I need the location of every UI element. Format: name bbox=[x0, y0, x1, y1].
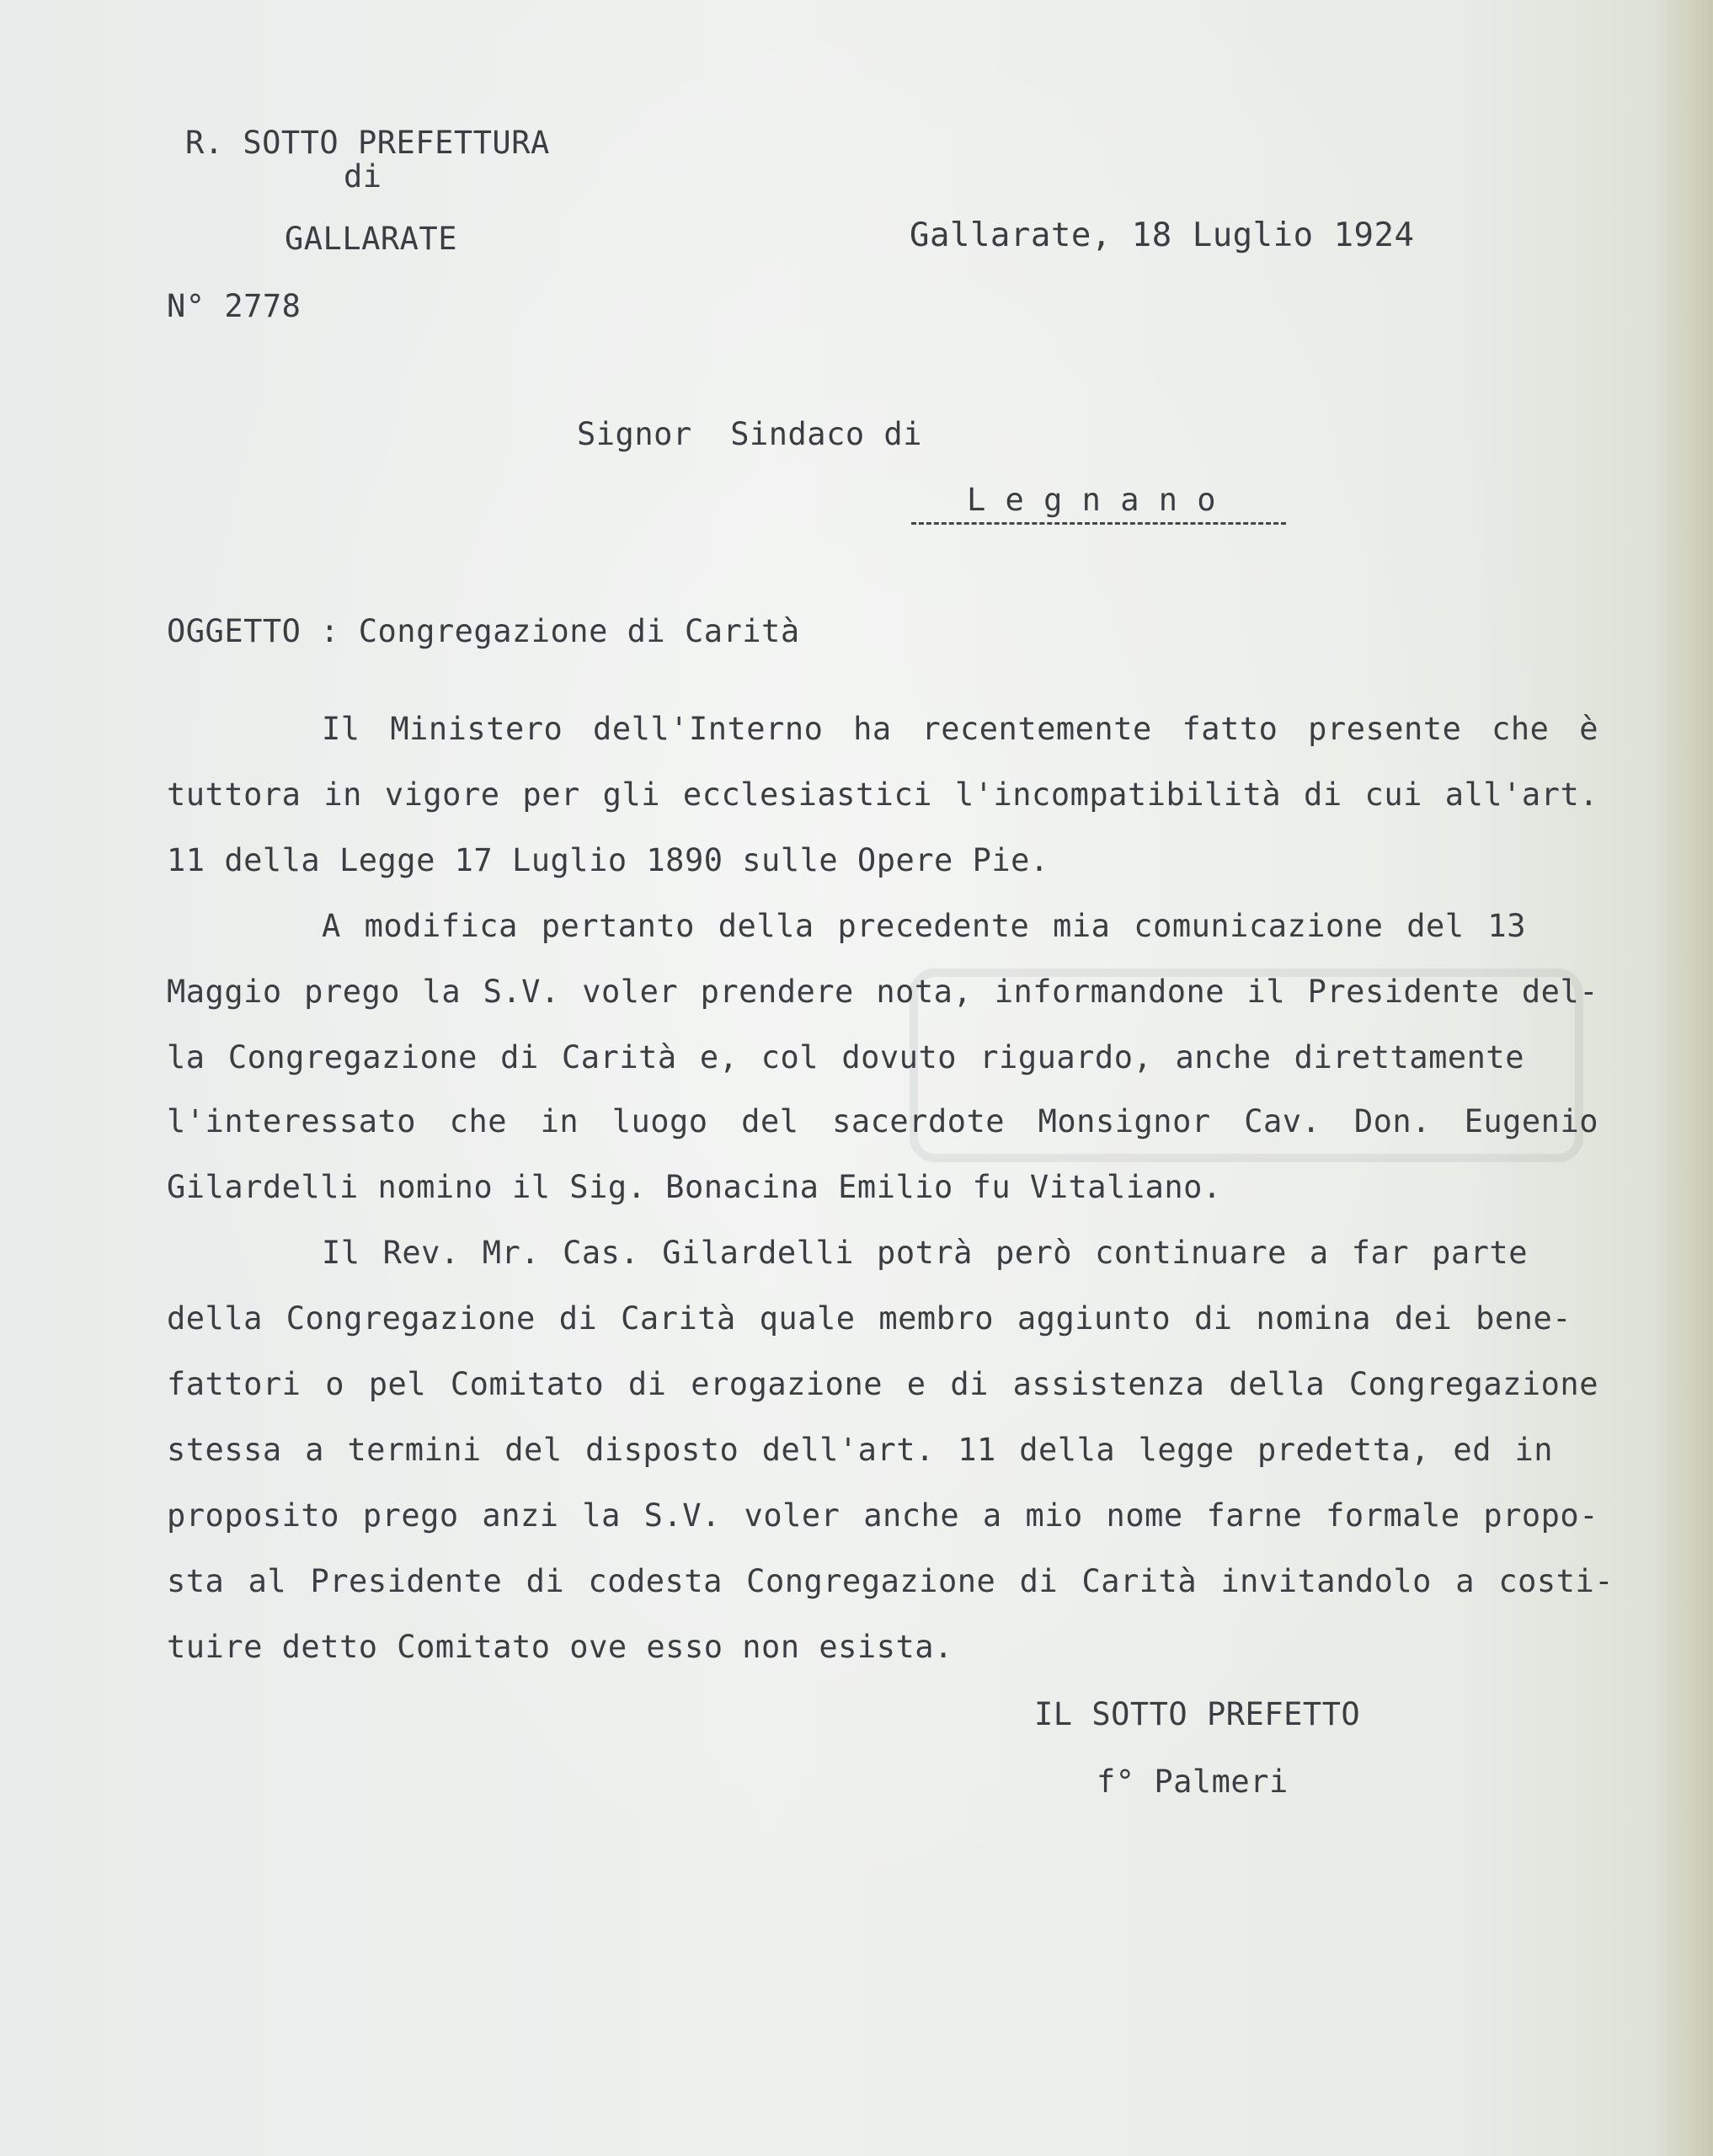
place-date: Gallarate, 18 Luglio 1924 bbox=[910, 216, 1415, 254]
signature-name: f° Palmeri bbox=[1097, 1764, 1289, 1800]
body-line: sta al Presidente di codesta Congregazione di Carità invitandolo a costi- bbox=[167, 1563, 1614, 1599]
addressee-city: L e g n a n o bbox=[967, 482, 1217, 518]
protocol-number: N° 2778 bbox=[167, 288, 302, 324]
body-line: Gilardelli nomino il Sig. Bonacina Emilio fu Vitaliano. bbox=[167, 1169, 1222, 1205]
body-line: Il Rev. Mr. Cas. Gilardelli potrà però continuare a far parte bbox=[322, 1235, 1528, 1271]
body-line: Maggio prego la S.V. voler prendere nota, informandone il Presidente del- bbox=[167, 974, 1598, 1010]
body-line: della Congregazione di Carità quale membro aggiunto di nomina dei bene- bbox=[167, 1300, 1572, 1337]
body-line: fattori o pel Comitato di erogazione e di assistenza della Congregazione bbox=[167, 1366, 1598, 1402]
body-line: la Congregazione di Carità e, col dovuto riguardo, anche direttamente bbox=[167, 1039, 1524, 1075]
body-line: Il Ministero dell'Interno ha recentemente fatto presente che è bbox=[322, 711, 1598, 747]
body-line: tuire detto Comitato ove esso non esista. bbox=[167, 1629, 953, 1665]
office-city: GALLARATE bbox=[285, 221, 457, 257]
signature-title: IL SOTTO PREFETTO bbox=[1034, 1696, 1361, 1732]
body-line: A modifica pertanto della precedente mia comunicazione del 13 bbox=[322, 908, 1526, 944]
addressee-underline bbox=[911, 522, 1286, 525]
body-line: l'interessato che in luogo del sacerdote Monsignor Cav. Don. Eugenio bbox=[167, 1103, 1598, 1139]
office-name-di: di bbox=[344, 158, 382, 195]
addressee-line1: Signor Sindaco di bbox=[577, 416, 922, 452]
paper-edge-wear bbox=[1654, 0, 1713, 2156]
body-line: tuttora in vigore per gli ecclesiastici l'incompatibilità di cui all'art. bbox=[167, 776, 1598, 813]
body-line: 11 della Legge 17 Luglio 1890 sulle Opere Pie. bbox=[167, 842, 1049, 878]
subject-line: OGGETTO : Congregazione di Carità bbox=[167, 613, 800, 649]
office-name: R. SOTTO PREFETTURA bbox=[185, 125, 550, 161]
body-line: stessa a termini del disposto dell'art. 11 della legge predetta, ed in bbox=[167, 1432, 1553, 1468]
body-line: proposito prego anzi la S.V. voler anche a mio nome farne formale propo- bbox=[167, 1497, 1598, 1534]
